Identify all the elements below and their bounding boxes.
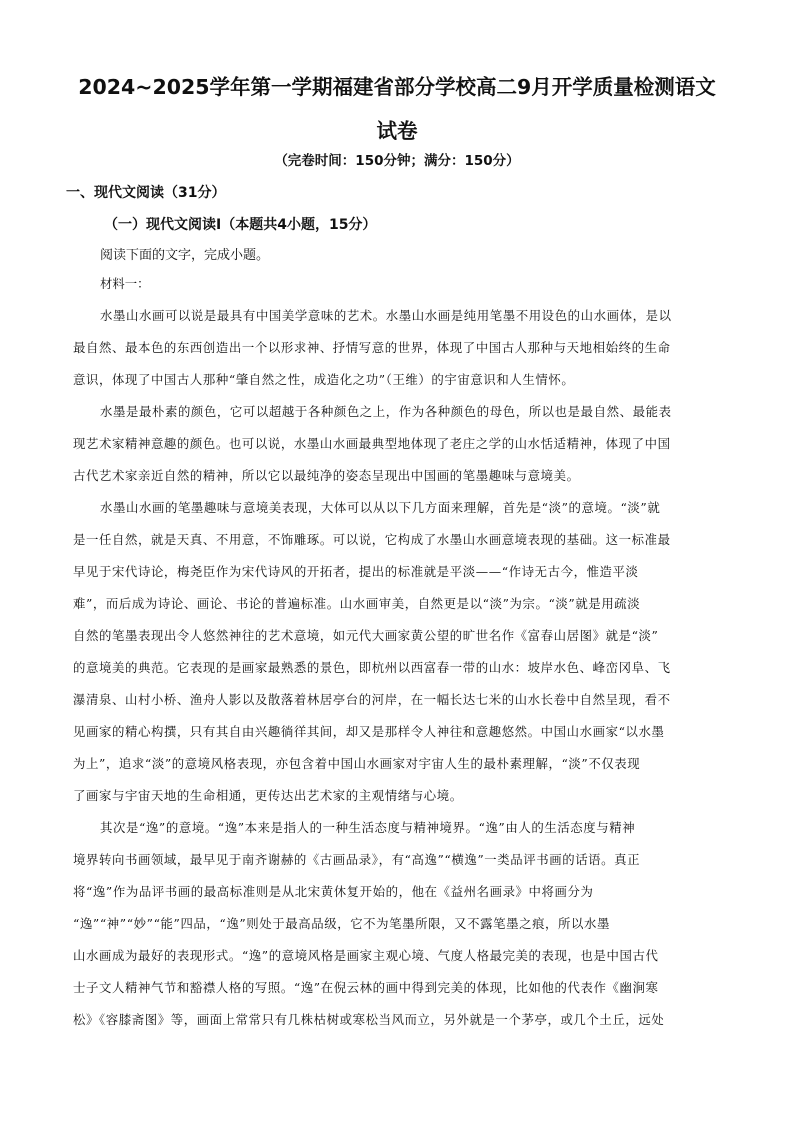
body-line: “逸”“神”“妙”“能”四品，“逸”则处于最高品级，它不为笔墨所限，又不露笔墨之痕，所以水墨	[73, 916, 611, 931]
exam-info: （完卷时间：150分钟；满分：150分）	[274, 153, 520, 169]
body-line: 山水画成为最好的表现形式。“逸”的意境风格是画家主观心境、气度人格最完美的表现，也是中国古代	[73, 948, 659, 963]
body-line: 水墨山水画可以说是最具有中国美学意味的艺术。水墨山水画是纯用笔墨不用设色的山水画体，是以	[100, 308, 672, 323]
body-line: 将“逸”作为品评书画的最高标准则是从北宋黄休复开始的，他在《益州名画录》中将画分为	[73, 884, 594, 899]
body-line: 见画家的精心构撰，只有其自由兴趣徜徉其间，却又是那样令人神往和意趣悠然。中国山水画家“以水墨	[73, 724, 665, 739]
body-line: 意识，体现了中国古人那种“肇自然之性，成造化之功”（王维）的宇宙意识和人生情怀。	[73, 372, 575, 387]
body-line: 自然的笔墨表现出令人悠然神往的艺术意境，如元代大画家黄公望的旷世名作《富春山居图》就是“淡”	[73, 628, 659, 643]
body-line: 为上”，追求“淡”的意境风格表现，亦包含着中国山水画家对宇宙人生的最朴素理解，“淡”不仅表现	[73, 756, 641, 771]
body-line: 松》《容膝斋图》等，画面上常常只有几株枯树或寒松当风而立，另外就是一个茅亭，或几个土丘，远处	[73, 1012, 665, 1027]
instruction-text: 阅读下面的文字，完成小题。	[100, 248, 270, 263]
body-line: 境界转向书画领域，最早见于南齐谢赫的《古画品录》，有“高逸”“横逸”一类品评书画的话语。真正	[73, 852, 641, 867]
body-line: 士子文人精神气节和豁襟人格的写照。“逸”在倪云林的画中得到完美的体现，比如他的代表作《幽涧寒	[73, 980, 659, 995]
document-title-line1: 2024~2025学年第一学期福建省部分学校高二9月开学质量检测语文	[78, 75, 716, 99]
body-line: 现艺术家精神意趣的颜色。也可以说，水墨山水画最典型地体现了老庄之学的山水恬适精神，体现了中国	[73, 436, 671, 451]
body-line: 了画家与宇宙天地的生命相通，更传达出艺术家的主观情绪与心境。	[73, 788, 463, 803]
subsection-heading: （一）现代文阅读Ⅰ（本题共4小题，15分）	[104, 217, 377, 233]
section-heading: 一、现代文阅读（31分）	[66, 185, 226, 201]
body-line: 是一任自然，就是天真、不用意，不饰雕琢。可以说，它构成了水墨山水画意境表现的基础。这一标准最	[73, 532, 671, 547]
body-line: 古代艺术家亲近自然的精神，所以它以最纯净的姿态呈现出中国画的笔墨趣味与意境美。	[73, 468, 580, 483]
body-line: 其次是“逸”的意境。“逸”本来是指人的一种生活态度与精神境界。“逸”由人的生活态度与精神	[100, 820, 636, 835]
document-title-line2: 试卷	[376, 119, 418, 143]
body-line: 瀑清泉、山村小桥、渔舟人影以及散落着林居亭台的河岸，在一幅长达七米的山水长卷中自然呈现，看不	[73, 692, 671, 707]
body-line: 水墨是最朴素的颜色，它可以超越于各种颜色之上，作为各种颜色的母色，所以也是最自然、最能表	[100, 404, 672, 419]
body-line: 难”，而后成为诗论、画论、书论的普遍标准。山水画审美，自然更是以“淡”为宗。“淡”就是用疏淡	[73, 596, 641, 611]
body-line: 的意境美的典范。它表现的是画家最熟悉的景色，即杭州以西富春一带的山水：坡岸水色、峰峦冈阜、飞	[73, 660, 671, 675]
body-line: 水墨山水画的笔墨趣味与意境美表现，大体可以从以下几方面来理解，首先是“淡”的意境。“淡”就	[100, 500, 661, 515]
body-line: 早见于宋代诗论，梅尧臣作为宋代诗风的开拓者，提出的标准就是平淡——“作诗无古今，惟造平淡	[73, 564, 639, 579]
body-line: 最自然、最本色的东西创造出一个以形求神、抒情写意的世界，体现了中国古人那种与天地相始终的生命	[73, 340, 671, 355]
material-label: 材料一：	[100, 276, 150, 291]
